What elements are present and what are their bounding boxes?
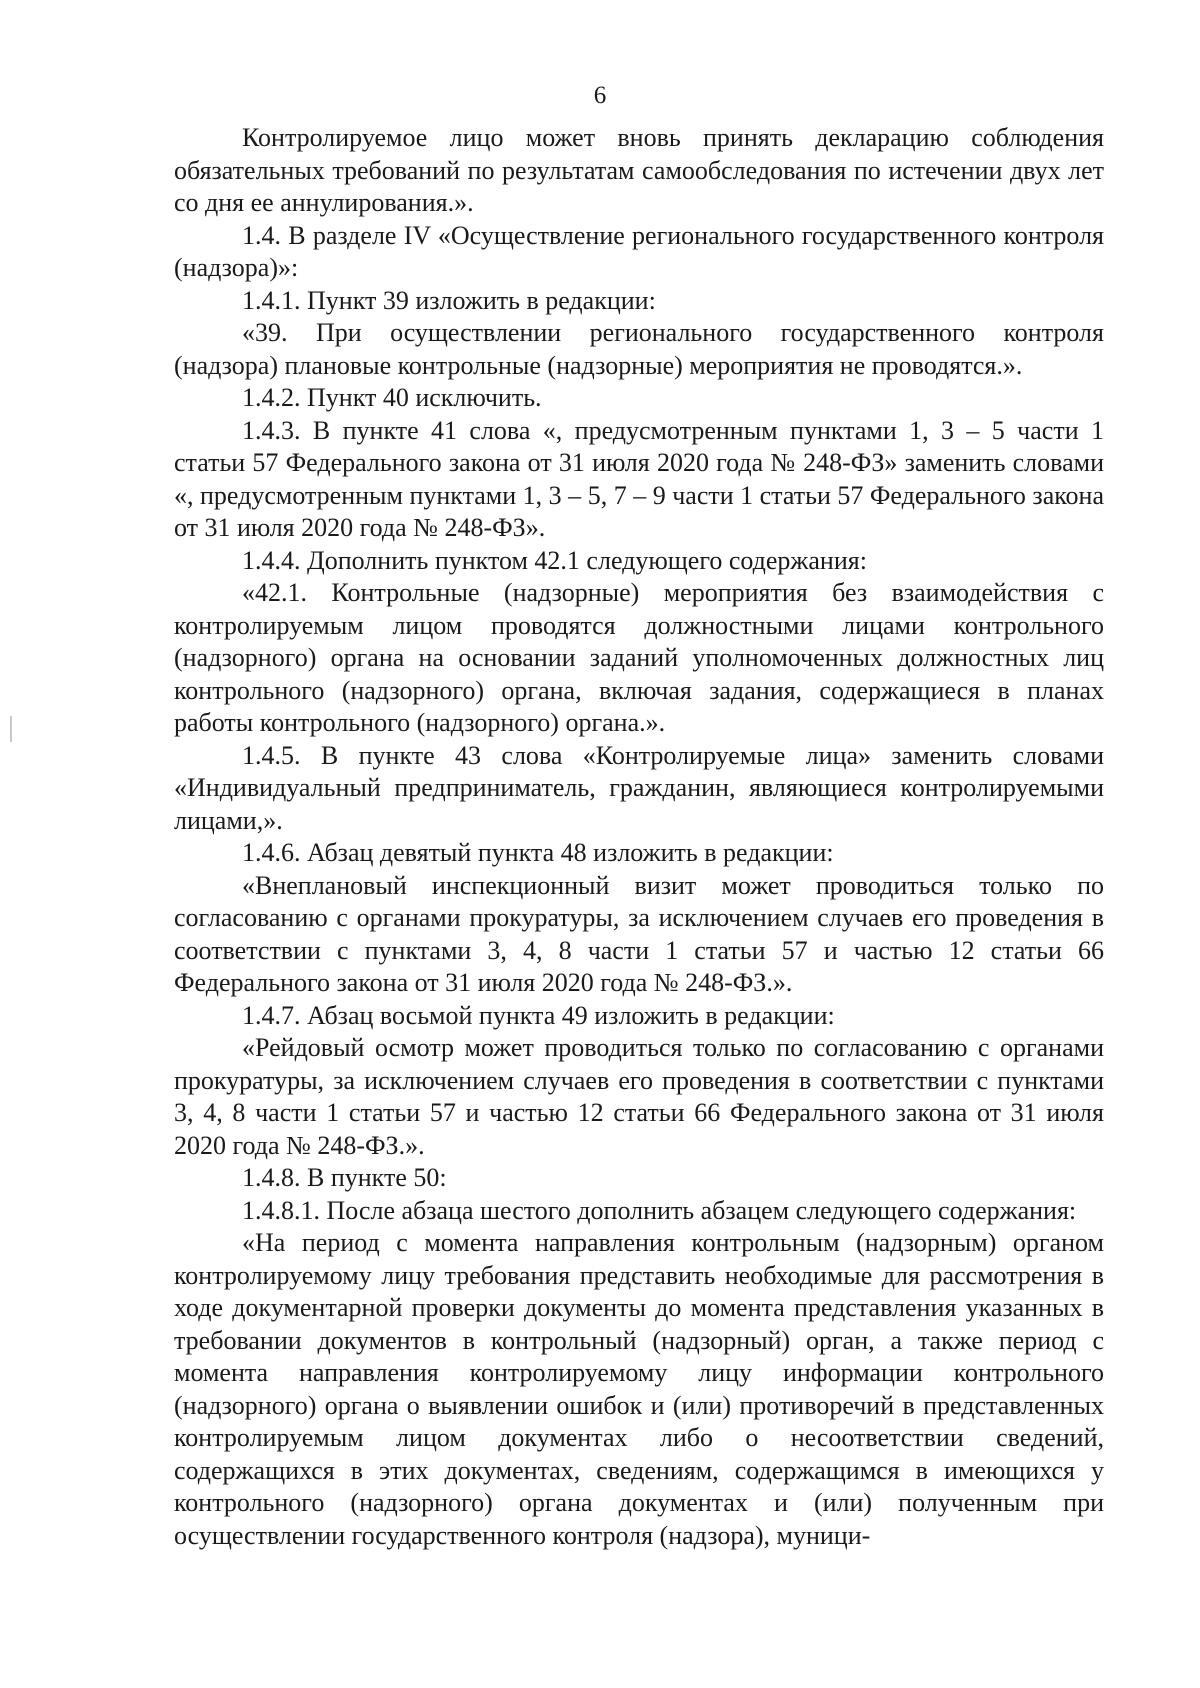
paragraph-1-4-4: 1.4.4. Дополнить пунктом 42.1 следующего содержания:: [242, 545, 867, 575]
paragraph-1-4-8: 1.4.8. В пункте 50:: [242, 1163, 447, 1192]
paragraph-1-4-6: 1.4.6. Абзац девятый пункта 48 изложить в редакции:: [242, 838, 834, 867]
paragraph-1-4-2: 1.4.2. Пункт 40 исключить.: [242, 383, 542, 412]
paragraph-declaration-renewal: Контролируемое лицо может вновь принять декларацию соблюдения обязательных требований по результатам самообследования по истечении двух лет со дня ее аннулирования.».: [174, 123, 1104, 217]
paragraph-1-4-8-1: 1.4.8.1. После абзаца шестого дополнить абзацем следующего содержания:: [242, 1195, 1077, 1225]
page-number: 6: [593, 82, 607, 109]
paragraph-1-4-3: 1.4.3. В пункте 41 слова «, предусмотренным пунктами 1, 3 – 5 части 1 статьи 57 Федерального закона от 31 июля 2020 года № 248-ФЗ» заменить словами «, предусмотренным пунктами 1, 3 – 5, 7 – 9 части 1 статьи 57 Федерального закона от 31 июля 2020 года № 248-ФЗ».: [174, 415, 1104, 542]
paragraph-1-4-5: 1.4.5. В пункте 43 слова «Контролируемые лица» заменить словами «Индивидуальный предприниматель, гражданин, являющиеся контролируемыми лицами,».: [174, 740, 1104, 835]
paragraph-period-clause: «На период с момента направления контрольным (надзорным) органом контролируемому лицу требования представить необходимые для рассмотрения в ходе документарной проверки документы до момента представления указанных в требовании документов в контрольный (надзорный) орган, а также период с момента направления контролируемому лицу информации контрольного (надзорного) органа о выявлении ошибок и (или) противоречий в представленных контролируемым лицом документах либо о несоответствии сведений, содержащихся в этих документах, сведениям, содержащимся в имеющихся у контрольного (надзорного) органа документах и (или) полученным при осуществлении государственного контроля (надзора), муници-: [174, 1228, 1104, 1550]
paragraph-1-4-7: 1.4.7. Абзац восьмой пункта 49 изложить в редакции:: [242, 1000, 835, 1030]
document-body: [174, 122, 1104, 1552]
paragraph-1-4: 1.4. В разделе IV «Осуществление регионального государственного контроля (надзора)»:: [174, 220, 1104, 282]
paragraph-raid-inspection: «Рейдовый осмотр может проводиться только по согласованию с органами прокуратуры, за исключением случаев его проведения в соответствии с пунктами 3, 4, 8 части 1 статьи 57 и частью 12 статьи 66 Федерального закона от 31 июля 2020 года № 248-ФЗ.».: [174, 1033, 1104, 1160]
paragraph-point-42-1: «42.1. Контрольные (надзорные) мероприятия без взаимодействия с контролируемым лицом проводятся должностными лицами контрольного (надзорного) органа на основании заданий уполномоченных должностных лиц контрольного (надзорного) органа, включая задания, содержащиеся в планах работы контрольного (надзорного) органа.».: [174, 578, 1104, 737]
paragraph-1-4-1: 1.4.1. Пункт 39 изложить в редакции:: [242, 285, 656, 315]
paragraph-point-39: «39. При осуществлении регионального государственного контроля (надзора) плановые контрольные (надзорные) мероприятия не проводятся.».: [174, 318, 1104, 380]
scan-artifact: [10, 716, 12, 742]
paragraph-inspection-visit: «Внеплановый инспекционный визит может проводиться только по согласованию с органами прокуратуры, за исключением случаев его проведения в соответствии с пунктами 3, 4, 8 части 1 статьи 57 и частью 12 статьи 66 Федерального закона от 31 июля 2020 года № 248-ФЗ.».: [174, 870, 1104, 997]
